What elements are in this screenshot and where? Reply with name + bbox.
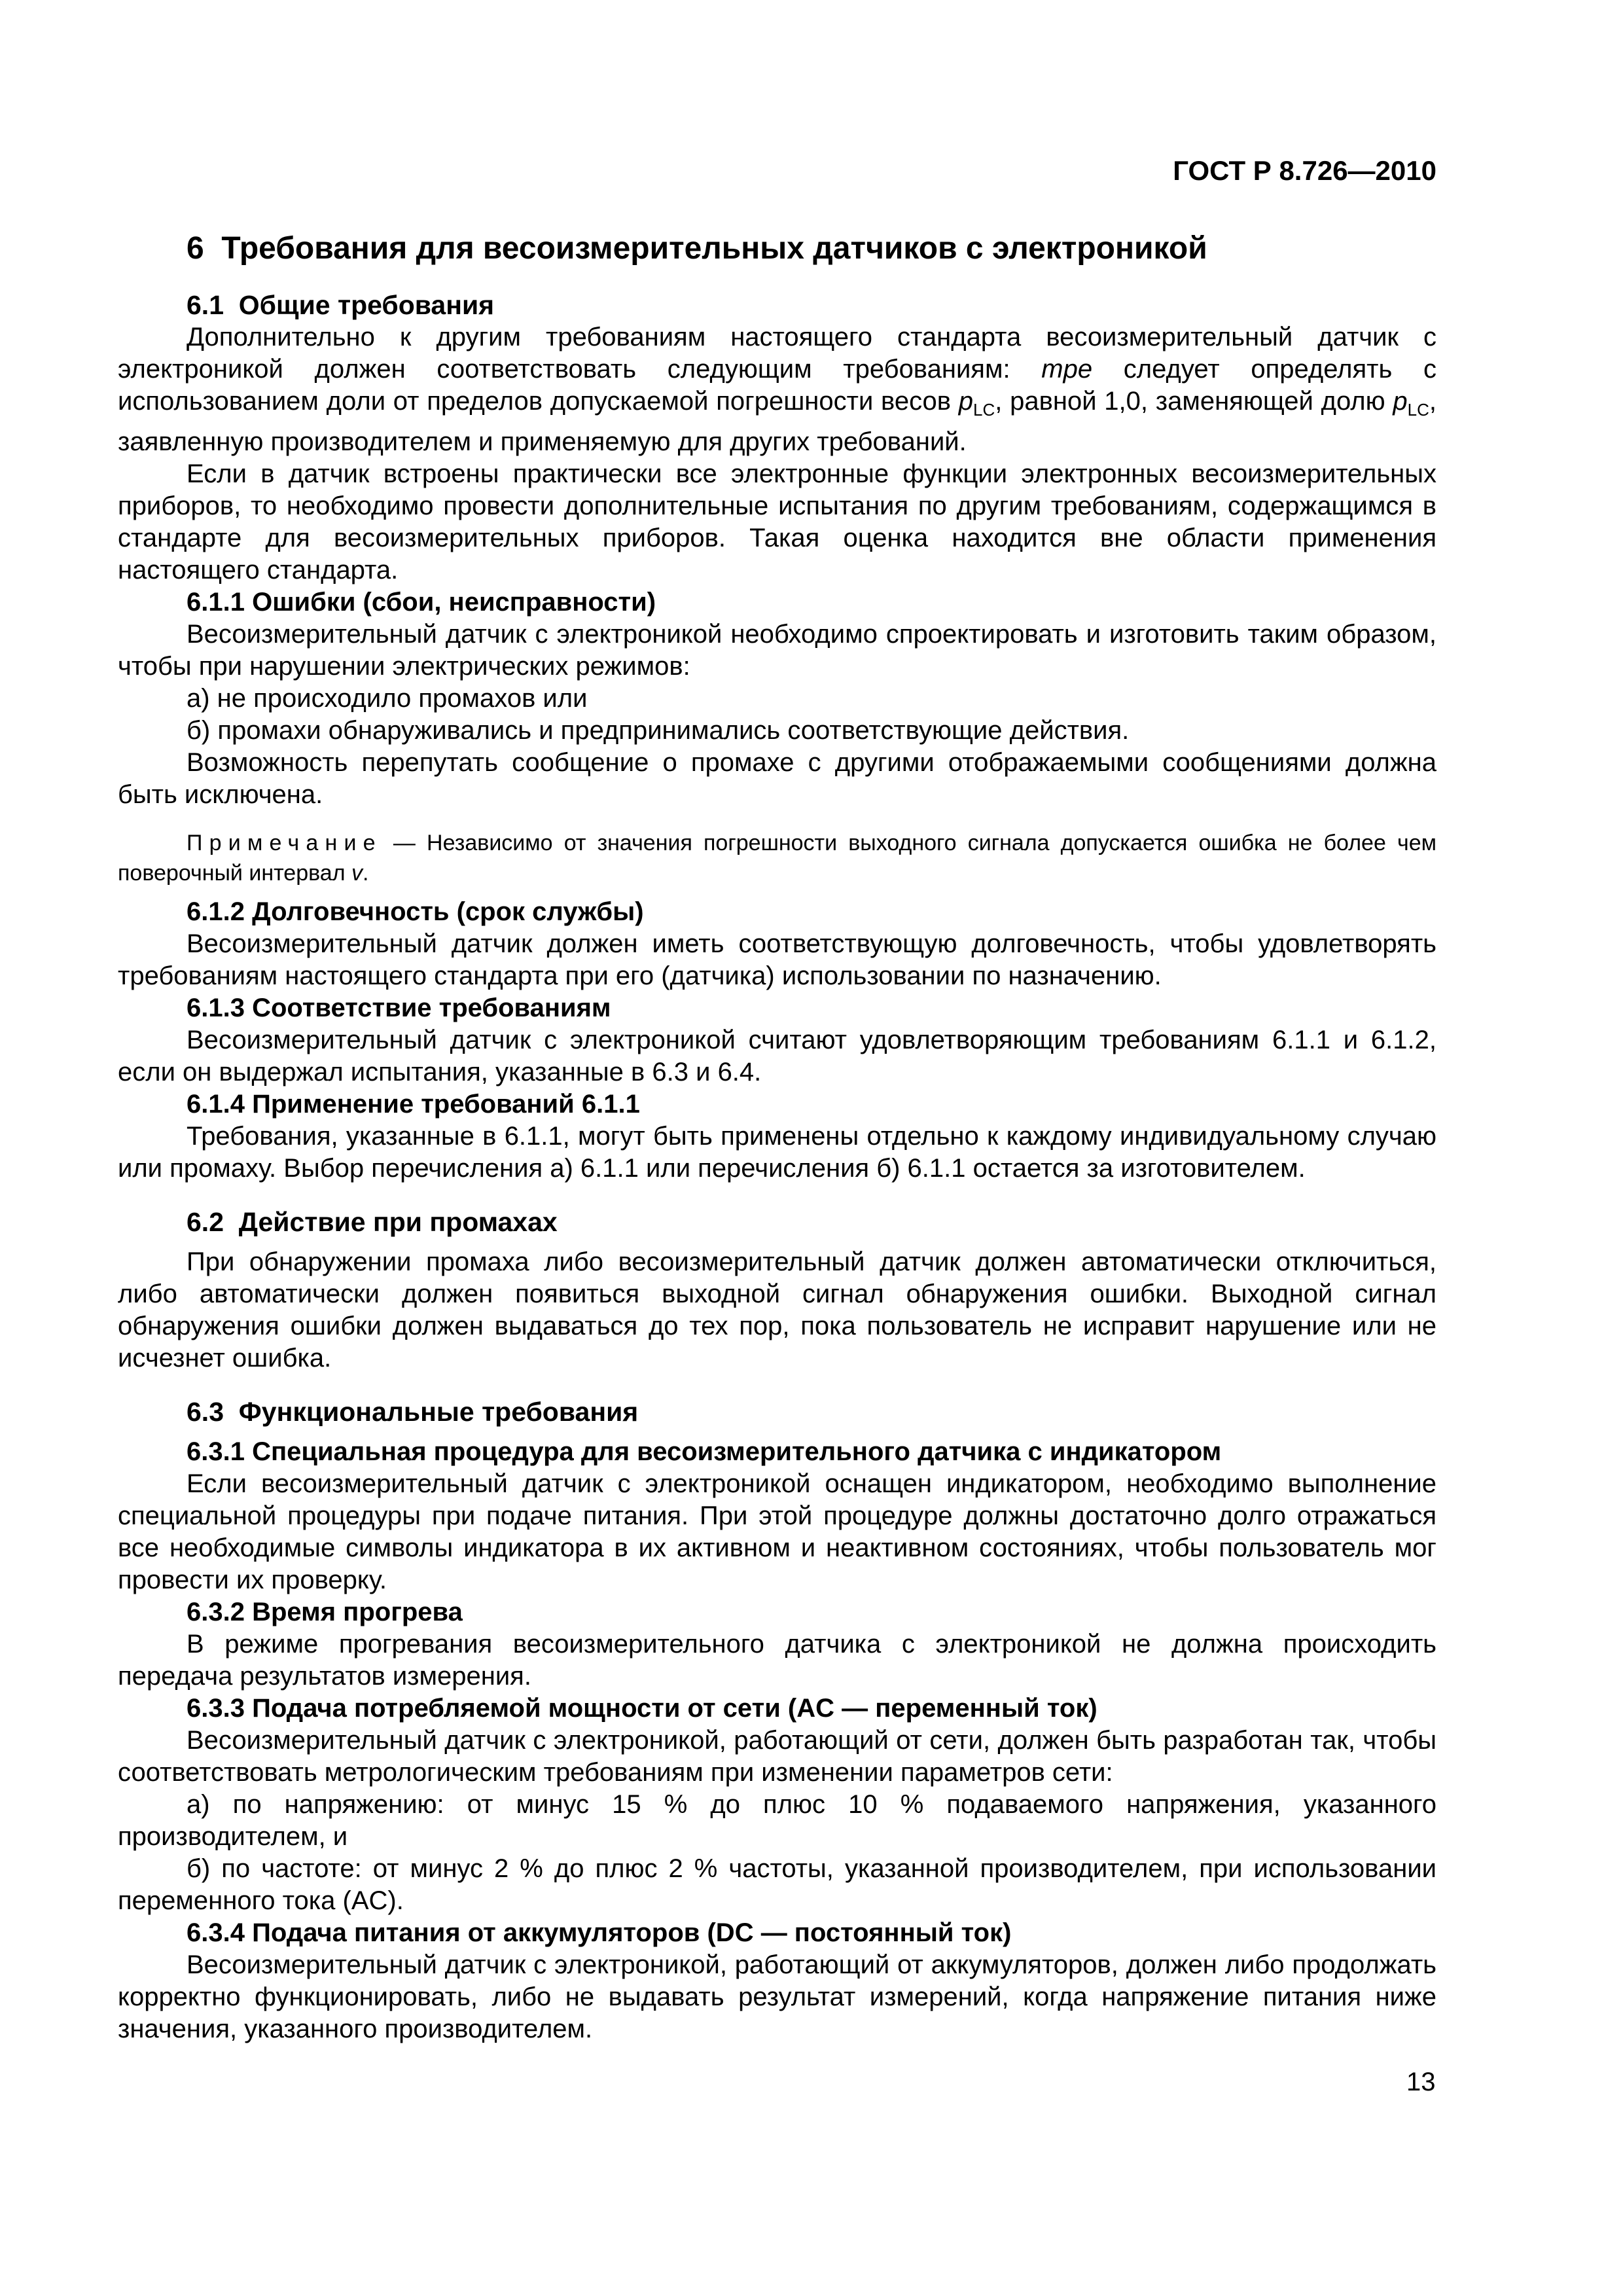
section-6-3-3-title: 6.3.3 Подача потребляемой мощности от сети (AC — переменный ток) (187, 1694, 1097, 1723)
paragraph-6-1-1-intro: Весоизмерительный датчик с электроникой необходимо спроектировать и изготовить таким образом, чтобы при нарушении электрических режимов: (118, 620, 1436, 681)
text-run: следует определять с использованием доли от пределов допускаемой погрешности весов (118, 355, 1436, 416)
p-lc-symbol: p (958, 387, 974, 416)
section-6-3-2-title: 6.3.2 Время прогрева (187, 1598, 463, 1626)
note-label: Примечание (187, 831, 382, 855)
section-6-3-title: 6.3 Функциональные требования (187, 1397, 639, 1427)
section-6-1-title: 6.1 Общие требования (187, 290, 495, 320)
lc-subscript: LC (1407, 400, 1429, 420)
section-6-1-2-title: 6.1.2 Долговечность (срок службы) (187, 897, 644, 926)
paragraph-6-1-1-closing: Возможность перепутать сообщение о промахе с другими отображаемыми сообщениями должна быть исключена. (118, 748, 1436, 809)
page-content (118, 155, 1436, 2045)
section-6-3-1-title: 6.3.1 Специальная процедура для весоизмерительного датчика с индикатором (187, 1437, 1222, 1466)
doc-code-header: ГОСТ Р 8.726—2010 (1173, 155, 1436, 186)
paragraph-6-2-body: При обнаружении промаха либо весоизмерительный датчик должен автоматически отключиться, либо автоматически должен появиться выходной сигнал обнаружения ошибки. Выходной сигнал обнаружения ошибки должен выдаваться до тех пор, пока пользователь не исправит нарушение или не исчезнет ошибка. (118, 1247, 1436, 1372)
text-run: , равной 1,0, заменяющей долю (995, 387, 1393, 416)
paragraph-6-3-3-body: Весоизмерительный датчик с электроникой, работающий от сети, должен быть разработан так, чтобы соответствовать метрологическим требованиям при изменении параметров сети: (118, 1726, 1436, 1787)
section-6-1-3-title: 6.1.3 Соответствие требованиям (187, 994, 611, 1022)
list-item-voltage: а) по напряжению: от минус 15 % до плюс 10 % подаваемого напряжения, указанного производителем, и (118, 1790, 1436, 1851)
text-run: , заявленную производителем и применяемую для других требований. (118, 387, 1437, 456)
paragraph-6-3-1-body: Если весоизмерительный датчик с электроникой оснащен индикатором, необходимо выполнение специальной процедуры при подаче питания. При этой процедуре должны достаточно долго отражаться все необходимые символы индикатора в их активном и неактивном состояниях, чтобы пользователь мог провести их проверку. (118, 1469, 1436, 1594)
section-6-3-4-title: 6.3.4 Подача питания от аккумуляторов (DC — постоянный ток) (187, 1918, 1012, 1947)
paragraph-6-1-1 (118, 321, 1436, 458)
lc-subscript: LC (973, 400, 995, 420)
mpe-symbol: mpe (1041, 355, 1093, 384)
note-block (118, 828, 1436, 888)
paragraph-6-1-2: Если в датчик встроены практически все электронные функции электронных весоизмерительных приборов, то необходимо провести дополнительные испытания по другим требованиям, содержащимся в стандарте для весоизмерительных приборов. Такая оценка находится вне области применения настоящего стандарта. (118, 459, 1436, 584)
paragraph-6-1-4-body: Требования, указанные в 6.1.1, могут быть применены отдельно к каждому индивидуальному случаю или промаху. Выбор перечисления а) 6.1.1 или перечисления б) 6.1.1 остается за изготовителем. (118, 1122, 1436, 1183)
section-6-1-1-title: 6.1.1 Ошибки (сбои, неисправности) (187, 588, 656, 617)
text-run: Дополнительно к другим требованиям настоящего стандарта весоизмерительный датчик с электроникой должен соответствовать следующим требованиям: (118, 323, 1436, 384)
p-lc-symbol: p (1393, 387, 1408, 416)
paragraph-6-3-2-body: В режиме прогревания весоизмерительного датчика с электроникой не должна происходить передача результатов измерения. (118, 1630, 1436, 1691)
paragraph-6-1-2-body: Весоизмерительный датчик должен иметь соответствующую долговечность, чтобы удовлетворять требованиям настоящего стандарта при его (датчика) использовании по назначению. (118, 929, 1436, 990)
page-number: 13 (1406, 2068, 1436, 2096)
paragraph-6-3-4-body: Весоизмерительный датчик с электроникой, работающий от аккумуляторов, должен либо продолжать корректно функционировать, либо не выдавать результат измерений, когда напряжение питания ниже значения, указанного производителем. (118, 1950, 1436, 2043)
section-6-2-title: 6.2 Действие при промахах (187, 1207, 558, 1237)
list-item-b: б) промахи обнаруживались и предпринимались соответствующие действия. (187, 716, 1130, 745)
section-6-title: 6 Требования для весоизмерительных датчиков с электроникой (187, 231, 1207, 266)
paragraph-6-1-3-body: Весоизмерительный датчик с электроникой считают удовлетворяющим требованиям 6.1.1 и 6.1.2, если он выдержал испытания, указанные в 6.3 и 6.4. (118, 1026, 1436, 1086)
list-item-a: а) не происходило промахов или (187, 684, 588, 713)
v-symbol: v (351, 861, 363, 886)
list-item-frequency: б) по частоте: от минус 2 % до плюс 2 % частоты, указанной производителем, при использовании переменного тока (AC). (118, 1854, 1436, 1915)
note-text: — Независимо от значения погрешности выходного сигнала допускается ошибка не более чем поверочный интервал (118, 831, 1436, 886)
section-6-1-4-title: 6.1.4 Применение требований 6.1.1 (187, 1090, 640, 1119)
note-text-end: . (363, 861, 369, 886)
